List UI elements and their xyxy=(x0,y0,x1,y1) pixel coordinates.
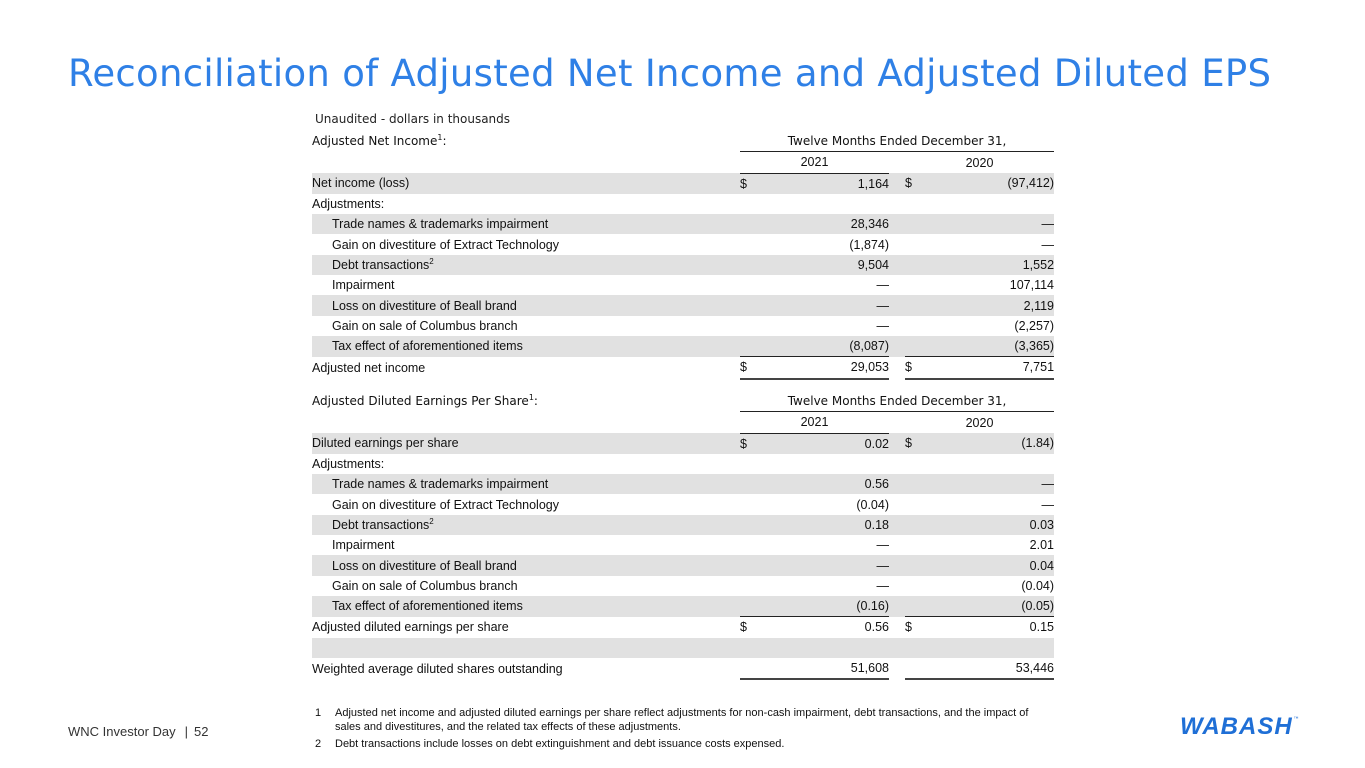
table-row xyxy=(312,433,1054,454)
value-2021: 9,504 xyxy=(756,255,889,275)
row-label: Debt transactions$^2$ xyxy=(312,515,740,535)
table-row xyxy=(312,214,1054,234)
value-2020: 7,751 xyxy=(921,357,1054,379)
table-row xyxy=(312,494,1054,514)
value-2020: (0.05) xyxy=(921,596,1054,617)
table-row xyxy=(312,555,1054,575)
row-label: Impairment xyxy=(332,278,395,293)
currency-symbol: $ xyxy=(740,620,747,635)
currency-symbol: $ xyxy=(740,357,756,379)
value-2020: 2,119 xyxy=(921,295,1054,315)
wabash-logo xyxy=(1180,713,1300,741)
value-2020: (2,257) xyxy=(1014,318,1055,333)
row-label: Adjustments: xyxy=(312,197,385,212)
table-row-shares xyxy=(312,658,1054,679)
row-label: Trade names & trademarks impairment xyxy=(312,474,740,494)
year-2020-header: 2020 xyxy=(965,415,994,430)
value-2020: (1.84) xyxy=(921,433,1054,454)
units-note: Unaudited - dollars in thousands xyxy=(315,112,511,126)
value-2020: 0.03 xyxy=(921,515,1054,535)
row-label: Trade names & trademarks impairment xyxy=(312,214,740,234)
table-header-row xyxy=(312,391,1054,412)
currency-symbol: $ xyxy=(905,620,912,635)
table-row xyxy=(312,596,1054,617)
value-2020: (0.04) xyxy=(1021,578,1055,593)
row-label: Gain on sale of Columbus branch xyxy=(332,318,518,333)
footnote-text: Debt transactions include losses on debt extinguishment and debt issuance costs expensed. xyxy=(335,738,785,750)
row-label: Gain on divestiture of Extract Technology xyxy=(332,497,559,512)
page-title: Reconciliation of Adjusted Net Income and Adjusted Diluted EPS xyxy=(68,52,1272,95)
value-2021: 1,164 xyxy=(756,173,889,194)
row-label: Gain on divestiture of Extract Technology xyxy=(332,237,559,252)
adjusted-net-income-table xyxy=(312,131,1054,380)
year-header-row xyxy=(312,412,1054,433)
period-header: Twelve Months Ended December 31, xyxy=(740,131,1054,152)
table-row xyxy=(312,576,1054,596)
adjusted-diluted-eps-table xyxy=(312,391,1054,680)
value-2021: (8,087) xyxy=(756,336,889,357)
table-row xyxy=(312,295,1054,315)
value-2021: (0.04) xyxy=(856,497,889,512)
slide-footer xyxy=(68,724,209,739)
year-header-row xyxy=(312,152,1054,173)
section-heading: Adjusted Net Income$^1$: xyxy=(312,133,447,149)
value-2021: — xyxy=(756,295,889,315)
value-2021: 0.56 xyxy=(864,620,889,635)
row-label: Adjusted net income xyxy=(312,360,426,375)
value-2021: 51,608 xyxy=(756,658,889,679)
row-label: Adjustments: xyxy=(312,457,385,472)
row-label: Impairment xyxy=(332,538,395,553)
footnotes xyxy=(315,707,1055,756)
value-2020: — xyxy=(921,474,1054,494)
value-2021: 0.56 xyxy=(756,474,889,494)
value-2021: 29,053 xyxy=(756,357,889,379)
section-heading: Adjusted Diluted Earnings Per Share$^1$: xyxy=(312,393,538,409)
row-label: Tax effect of aforementioned items xyxy=(312,596,740,617)
value-2020: (3,365) xyxy=(921,336,1054,357)
table-row xyxy=(312,336,1054,357)
value-2020: — xyxy=(1041,237,1055,252)
value-2020: 0.15 xyxy=(1029,620,1055,635)
table-row-total xyxy=(312,357,1054,379)
row-label: Gain on sale of Columbus branch xyxy=(332,578,518,593)
table-row xyxy=(312,316,1054,336)
period-header: Twelve Months Ended December 31, xyxy=(740,391,1054,412)
currency-symbol: $ xyxy=(905,433,921,454)
trademark-symbol: ™ xyxy=(1293,716,1300,722)
row-label: Diluted earnings per share xyxy=(312,433,740,454)
year-2021-header: 2021 xyxy=(740,412,889,433)
currency-symbol: $ xyxy=(740,173,756,194)
table-row xyxy=(312,535,1054,555)
table-row xyxy=(312,454,1054,474)
footnote-number: 2 xyxy=(315,738,322,750)
currency-symbol: $ xyxy=(905,173,921,194)
footnote-text: Adjusted net income and adjusted diluted earnings per share reflect adjustments for non-cash impairment, debt transactions, and the impact of sales and divestitures, and the related tax effects of these adjustments. xyxy=(335,707,1029,733)
footnote xyxy=(315,738,1055,752)
row-label: Weighted average diluted shares outstanding xyxy=(312,661,563,676)
table-row xyxy=(312,275,1054,295)
value-2020: 1,552 xyxy=(921,255,1054,275)
value-2020: 53,446 xyxy=(921,658,1054,679)
value-2021: — xyxy=(876,578,889,593)
value-2020: 2.01 xyxy=(1029,538,1055,553)
footer-separator: | xyxy=(184,724,189,739)
value-2021: 28,346 xyxy=(756,214,889,234)
table-row xyxy=(312,474,1054,494)
table-row xyxy=(312,255,1054,275)
table-row xyxy=(312,194,1054,214)
currency-symbol: $ xyxy=(905,357,921,379)
table-row xyxy=(312,234,1054,254)
row-label: Tax effect of aforementioned items xyxy=(312,336,740,357)
row-label: Net income (loss) xyxy=(312,173,740,194)
logo-text: WABASH xyxy=(1180,713,1293,740)
spacer-row xyxy=(312,638,1054,658)
footnote xyxy=(315,707,1055,734)
row-label: Loss on divestiture of Beall brand xyxy=(312,295,740,315)
currency-symbol: $ xyxy=(740,433,756,454)
row-label: Adjusted diluted earnings per share xyxy=(312,620,509,635)
value-2020: — xyxy=(921,214,1054,234)
value-2021: — xyxy=(756,555,889,575)
value-2020: 107,114 xyxy=(1009,278,1055,293)
footnote-number: 1 xyxy=(315,707,322,719)
page-number: 52 xyxy=(194,724,209,739)
value-2021: (1,874) xyxy=(849,237,889,252)
row-label: Debt transactions$^2$ xyxy=(312,255,740,275)
table-row-total xyxy=(312,617,1054,638)
value-2021: — xyxy=(876,278,889,293)
value-2021: — xyxy=(876,538,889,553)
table-row xyxy=(312,515,1054,535)
value-2021: — xyxy=(876,318,889,333)
value-2020: (97,412) xyxy=(921,173,1054,194)
table-row xyxy=(312,173,1054,194)
table-header-row xyxy=(312,131,1054,152)
year-2020-header: 2020 xyxy=(965,155,994,170)
row-label: Loss on divestiture of Beall brand xyxy=(312,555,740,575)
year-2021-header: 2021 xyxy=(740,152,889,173)
value-2021: 0.02 xyxy=(756,433,889,454)
value-2020: 0.04 xyxy=(921,555,1054,575)
value-2021: 0.18 xyxy=(756,515,889,535)
value-2020: — xyxy=(1041,497,1055,512)
footer-event: WNC Investor Day xyxy=(68,724,176,739)
value-2021: (0.16) xyxy=(756,596,889,617)
